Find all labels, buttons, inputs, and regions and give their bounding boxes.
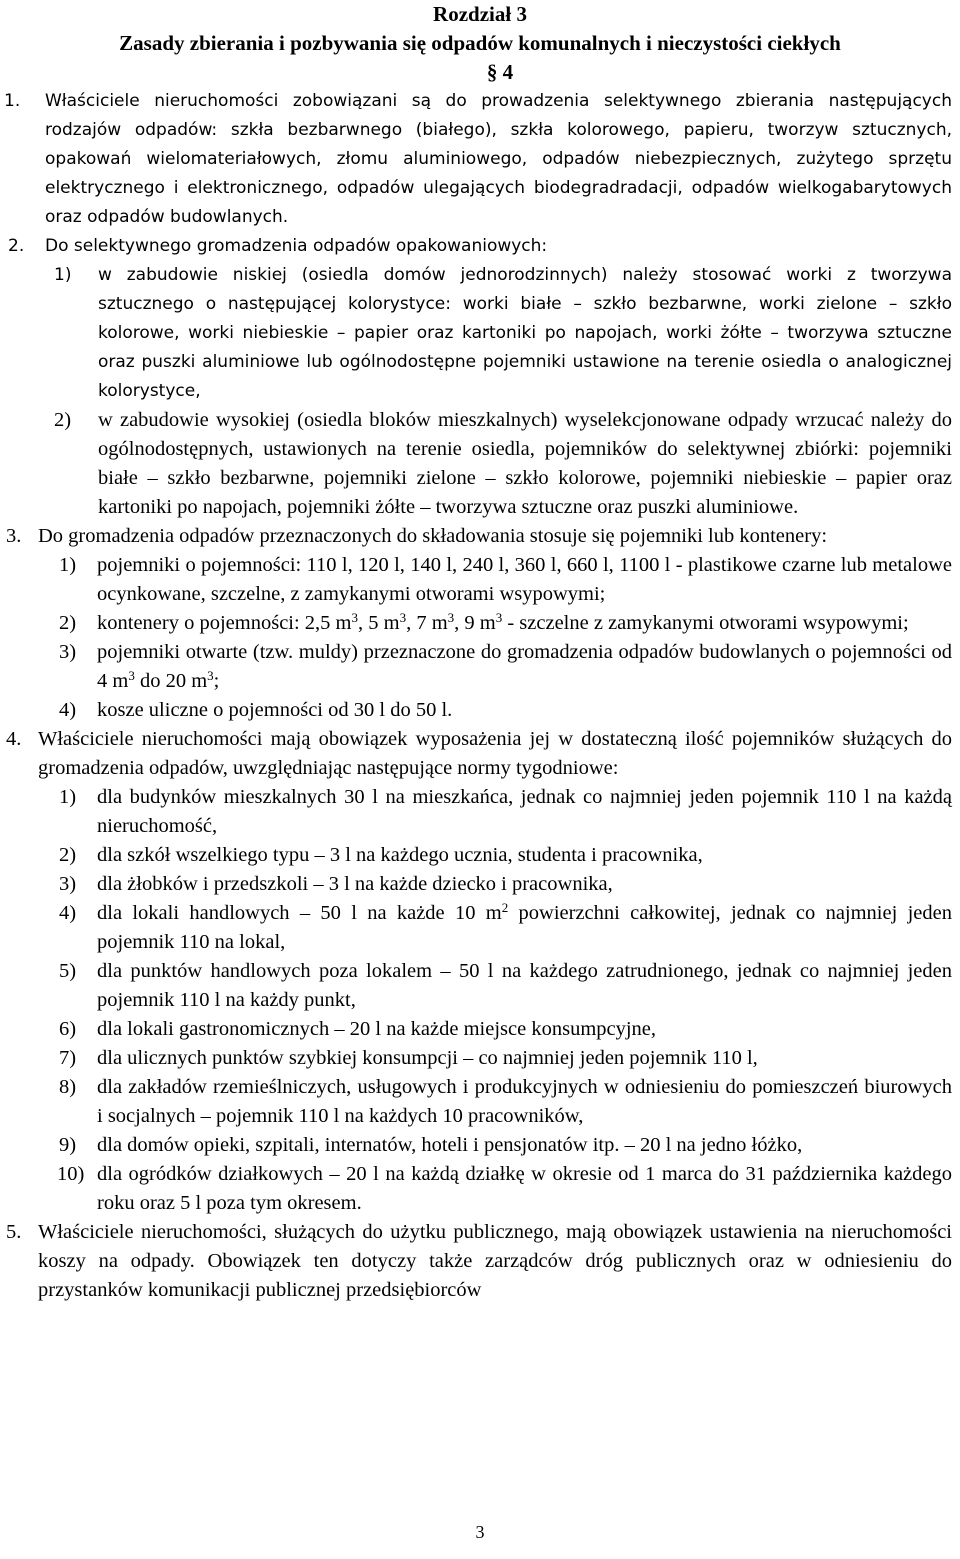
list-item xyxy=(0,1044,952,1073)
list-item-number: 4) xyxy=(59,699,77,721)
page-number: 3 xyxy=(475,1522,485,1542)
list-item-number: 3) xyxy=(59,873,77,895)
paragraph-1 xyxy=(0,87,960,232)
list-item-text: dla zakładów rzemieślniczych, usługowych i produkcyjnych w odniesieniu do pomieszczeń biurowych i socjalnych – pojemnik 110 l na każdych 10 pracowników, xyxy=(97,1076,952,1127)
superscript: 3 xyxy=(128,668,135,683)
list-item xyxy=(0,609,952,638)
paragraph-text: Właściciele nieruchomości zobowiązani są do prowadzenia selektywnego zbierania następujących rodzajów odpadów: szkła bezbarwnego (białego), szkła kolorowego, papieru, tworzyw sztucznych, opakowań wielomateriałowych, złomu aluminiowego, odpadów niebezpiecznych, zużytego sprzętu elektrycznego i elektronicznego, odpadów ulegających biodegradradacji, odpadów wielkogabarytowych oraz odpadów budowlanych. xyxy=(45,91,952,227)
superscript: 3 xyxy=(207,668,214,683)
section-number: § 4 xyxy=(486,60,514,84)
list-item-text: dla lokali handlowych – 50 l na każde 10 $m^2$ powierzchni całkowitej, jednak co najmniej jeden pojemnik 110 na lokal, xyxy=(97,900,952,953)
list-item xyxy=(0,406,952,522)
list-item-text: kosze uliczne o pojemności od 30 l do 50 l. xyxy=(97,699,453,721)
paragraph-intro: Do selektywnego gromadzenia odpadów opakowaniowych: xyxy=(45,236,548,256)
list-item xyxy=(0,841,952,870)
list-item xyxy=(0,1073,952,1131)
paragraph-number: 5. xyxy=(6,1221,22,1243)
list-item-text: pojemniki otwarte (tzw. muldy) przeznaczone do gromadzenia odpadów budowlanych o pojemności od 4 $m^3$ do 20 $m^3$; xyxy=(97,641,952,692)
paragraph-3 xyxy=(0,522,960,725)
list-item-text: w zabudowie wysokiej (osiedla bloków mieszkalnych) wyselekcjonowane odpady wrzucać należy do ogólnodostępnych, ustawionych na terenie osiedla, pojemników do selektywnej zbiórki: pojemniki białe – szkło bezbarwne, pojemniki zielone – szkło kolorowe, pojemniki niebieskie – papier oraz kartoniki po napojach, pojemniki żółte – tworzywa sztuczne oraz puszki aluminiowe. xyxy=(98,409,952,518)
list-item-text: dla punktów handlowych poza lokalem – 50 l na każdego zatrudnionego, jednak co najmniej jeden pojemnik 110 l na każdy punkt, xyxy=(97,960,952,1011)
paragraph-number: 3. xyxy=(6,525,22,547)
list-item-number: 3) xyxy=(59,641,77,663)
superscript: 2 xyxy=(501,900,509,915)
list-item-text: dla lokali gastronomicznych – 20 l na każde miejsce konsumpcyjne, xyxy=(97,1018,657,1040)
list-item-text: kontenery o pojemności: 2,5 $m^3$, 5 $m^3$, 7 $m^3$, 9 $m^3$ - szczelne z zamykanymi otworami wsypowymi; xyxy=(97,610,909,634)
paragraph-2 xyxy=(0,232,960,522)
list-item-text: pojemniki o pojemności: 110 l, 120 l, 140 l, 240 l, 360 l, 660 l, 1100 l - plastikowe czarne lub metalowe ocynkowane, szczelne, z zamykanymi otworami wsypowymi; xyxy=(97,554,952,605)
list-item-number: 1) xyxy=(59,786,77,808)
paragraph-number: 1. xyxy=(4,91,21,111)
paragraph-intro: Do gromadzenia odpadów przeznaczonych do składowania stosuje się pojemniki lub kontenery: xyxy=(38,525,828,547)
list-item xyxy=(0,1131,952,1160)
list-item xyxy=(0,1160,952,1218)
list-item xyxy=(0,261,952,406)
list-item xyxy=(0,870,952,899)
list-item-text: dla żłobków i przedszkoli – 3 l na każde dziecko i pracownika, xyxy=(97,873,613,895)
list-item-number: 5) xyxy=(59,960,77,982)
superscript: 3 xyxy=(351,610,358,625)
list-item-text: dla ulicznych punktów szybkiej konsumpcji – co najmniej jeden pojemnik 110 l, xyxy=(97,1047,758,1069)
list-item-number: 8) xyxy=(59,1076,77,1098)
list-item-text: w zabudowie niskiej (osiedla domów jednorodzinnych) należy stosować worki z tworzywa sztucznego o następującej kolorystyce: worki białe – szkło bezbarwne, worki zielone – szkło kolorowe, worki niebieskie – papier oraz kartoniki po napojach, worki żółte – tworzywa sztuczne oraz puszki aluminiowe lub ogólnodostępne pojemniki ustawione na terenie osiedla o analogicznej kolorystyce, xyxy=(98,265,952,401)
list-item xyxy=(0,638,952,696)
paragraph-4 xyxy=(0,725,960,1218)
list-item xyxy=(0,551,952,609)
paragraph-number: 4. xyxy=(6,728,22,750)
paragraph-5 xyxy=(0,1218,960,1305)
superscript: 3 xyxy=(399,610,407,625)
list-item-number: 2) xyxy=(54,409,72,431)
list-item-number: 1) xyxy=(59,554,77,576)
superscript: 3 xyxy=(495,610,503,625)
paragraph-intro: Właściciele nieruchomości mają obowiązek wyposażenia jej w dostateczną ilość pojemników służących do gromadzenia odpadów, uwzględniając następujące normy tygodniowe: xyxy=(38,728,952,779)
list-item xyxy=(0,1015,952,1044)
list-item-text: dla szkół wszelkiego typu – 3 l na każdego ucznia, studenta i pracownika, xyxy=(97,844,703,866)
list-item xyxy=(0,899,952,957)
chapter-heading: Rozdział 3 xyxy=(433,2,527,26)
list-item-number: 2) xyxy=(59,844,77,866)
list-item xyxy=(0,696,952,725)
list-item-number: 6) xyxy=(59,1018,77,1040)
list-item-number: 4) xyxy=(59,902,77,924)
list-item xyxy=(0,783,952,841)
list-item-number: 9) xyxy=(59,1134,77,1156)
paragraph-text: Właściciele nieruchomości, służących do użytku publicznego, mają obowiązek ustawienia na nieruchomości koszy na odpady. Obowiązek ten dotyczy także zarządców dróg publicznych oraz w odniesieniu do przystanków komunikacji publicznej przedsiębiorców xyxy=(38,1221,952,1301)
list-item-number: 1) xyxy=(54,265,72,285)
superscript: 3 xyxy=(447,610,455,625)
list-item-number: 7) xyxy=(59,1047,77,1069)
list-item xyxy=(0,957,952,1015)
list-item-text: dla ogródków działkowych – 20 l na każdą działkę w okresie od 1 marca do 31 października każdego roku oraz 5 l poza tym okresem. xyxy=(97,1163,952,1214)
list-item-text: dla budynków mieszkalnych 30 l na mieszkańca, jednak co najmniej jeden pojemnik 110 l na każdą nieruchomość, xyxy=(97,786,952,837)
chapter-title: Zasady zbierania i pozbywania się odpadów komunalnych i nieczystości ciekłych xyxy=(119,31,841,55)
list-item-number: 2) xyxy=(59,612,77,634)
paragraph-number: 2. xyxy=(8,236,25,256)
list-item-text: dla domów opieki, szpitali, internatów, hoteli i pensjonatów itp. – 20 l na jedno łóżko, xyxy=(97,1134,803,1156)
list-item-number: 10) xyxy=(57,1163,85,1185)
